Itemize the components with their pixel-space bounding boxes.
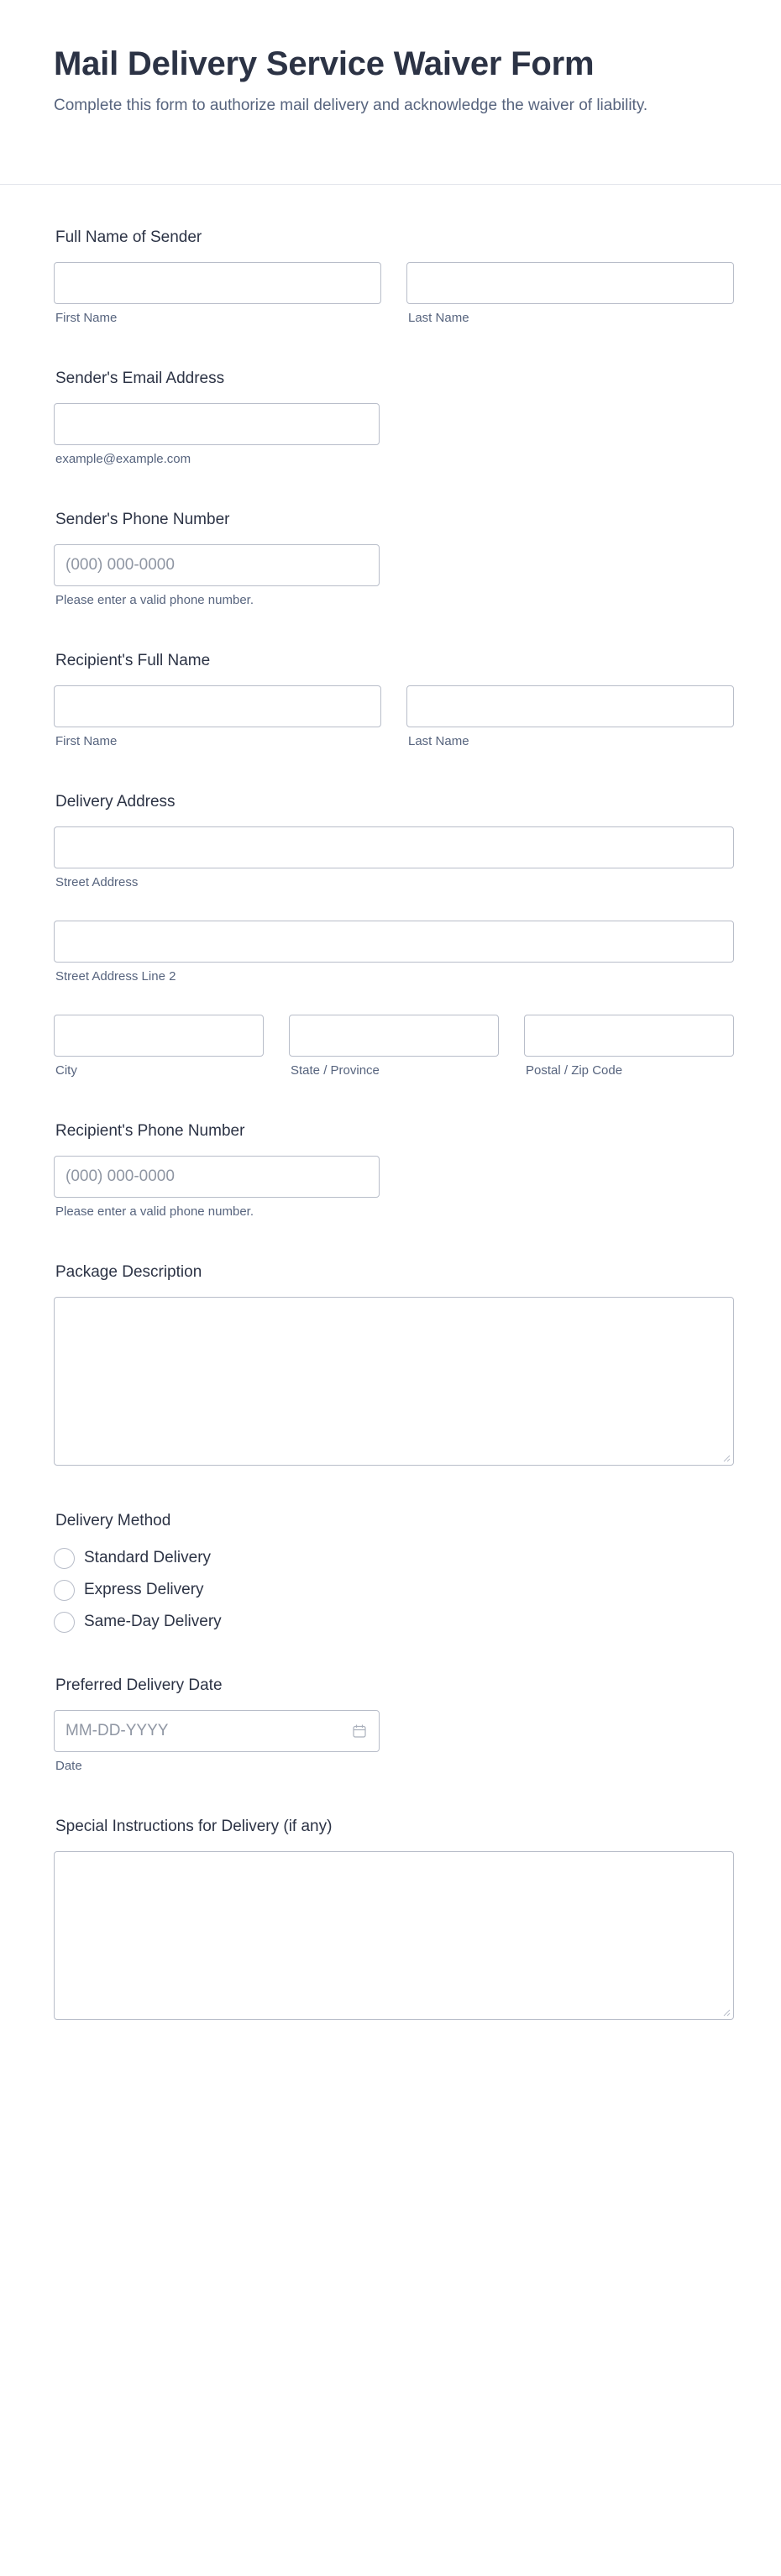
recipient-phone-sublabel: Please enter a valid phone number. xyxy=(55,1204,254,1219)
sender-last-name-sublabel: Last Name xyxy=(408,311,469,325)
radio-label-standard: Standard Delivery xyxy=(84,1549,212,1566)
special-instructions-label: Special Instructions for Delivery (if any) xyxy=(55,1818,333,1835)
sender-last-name-input[interactable] xyxy=(406,262,734,304)
sender-email-label: Sender's Email Address xyxy=(55,370,225,387)
street-address-line2-input[interactable] xyxy=(54,921,734,963)
special-instructions-textarea[interactable] xyxy=(54,1851,734,2020)
sender-name-label: Full Name of Sender xyxy=(55,228,202,246)
radio-option-standard[interactable] xyxy=(54,1547,211,1569)
city-input[interactable] xyxy=(54,1015,264,1057)
city-sublabel: City xyxy=(55,1063,77,1078)
recipient-first-name-sublabel: First Name xyxy=(55,734,118,748)
sender-phone-label: Sender's Phone Number xyxy=(55,511,230,528)
recipient-first-name-input[interactable] xyxy=(54,685,381,727)
sender-phone-input[interactable] xyxy=(54,544,380,586)
radio-button[interactable] xyxy=(54,1580,75,1601)
resize-handle-icon[interactable] xyxy=(723,2009,731,2017)
state-sublabel: State / Province xyxy=(291,1063,380,1078)
street-address-line2-sublabel: Street Address Line 2 xyxy=(55,969,176,984)
sender-phone-placeholder: (000) 000-0000 xyxy=(66,556,175,574)
street-address-sublabel: Street Address xyxy=(55,875,139,889)
form-title: Mail Delivery Service Waiver Form xyxy=(54,45,595,82)
sender-first-name-input[interactable] xyxy=(54,262,381,304)
delivery-method-label: Delivery Method xyxy=(55,1512,171,1529)
radio-option-same-day[interactable] xyxy=(54,1611,222,1633)
radio-label-same-day: Same-Day Delivery xyxy=(84,1613,222,1630)
sender-email-input[interactable] xyxy=(54,403,380,445)
sender-first-name-sublabel: First Name xyxy=(55,311,118,325)
radio-option-express[interactable] xyxy=(54,1579,204,1601)
radio-label-express: Express Delivery xyxy=(84,1581,204,1598)
sender-email-sublabel: example@example.com xyxy=(55,452,191,466)
delivery-date-label: Preferred Delivery Date xyxy=(55,1676,223,1694)
form-header xyxy=(0,0,781,185)
package-description-textarea[interactable] xyxy=(54,1297,734,1466)
delivery-date-sublabel: Date xyxy=(55,1759,82,1773)
delivery-address-label: Delivery Address xyxy=(55,793,176,811)
recipient-phone-placeholder: (000) 000-0000 xyxy=(66,1167,175,1185)
package-description-label: Package Description xyxy=(55,1263,202,1281)
resize-handle-icon[interactable] xyxy=(723,1455,731,1462)
recipient-last-name-sublabel: Last Name xyxy=(408,734,469,748)
form-subtitle: Complete this form to authorize mail delivery and acknowledge the waiver of liability. xyxy=(54,97,648,114)
recipient-name-label: Recipient's Full Name xyxy=(55,652,211,669)
radio-button[interactable] xyxy=(54,1612,75,1633)
recipient-last-name-input[interactable] xyxy=(406,685,734,727)
delivery-date-input[interactable] xyxy=(54,1710,380,1752)
state-input[interactable] xyxy=(289,1015,499,1057)
delivery-date-placeholder: MM-DD-YYYY xyxy=(66,1722,169,1739)
street-address-input[interactable] xyxy=(54,826,734,868)
recipient-phone-label: Recipient's Phone Number xyxy=(55,1122,245,1140)
zip-input[interactable] xyxy=(524,1015,734,1057)
zip-sublabel: Postal / Zip Code xyxy=(526,1063,623,1078)
radio-button[interactable] xyxy=(54,1548,75,1569)
recipient-phone-input[interactable] xyxy=(54,1156,380,1198)
sender-phone-sublabel: Please enter a valid phone number. xyxy=(55,593,254,607)
calendar-icon[interactable] xyxy=(352,1723,367,1739)
